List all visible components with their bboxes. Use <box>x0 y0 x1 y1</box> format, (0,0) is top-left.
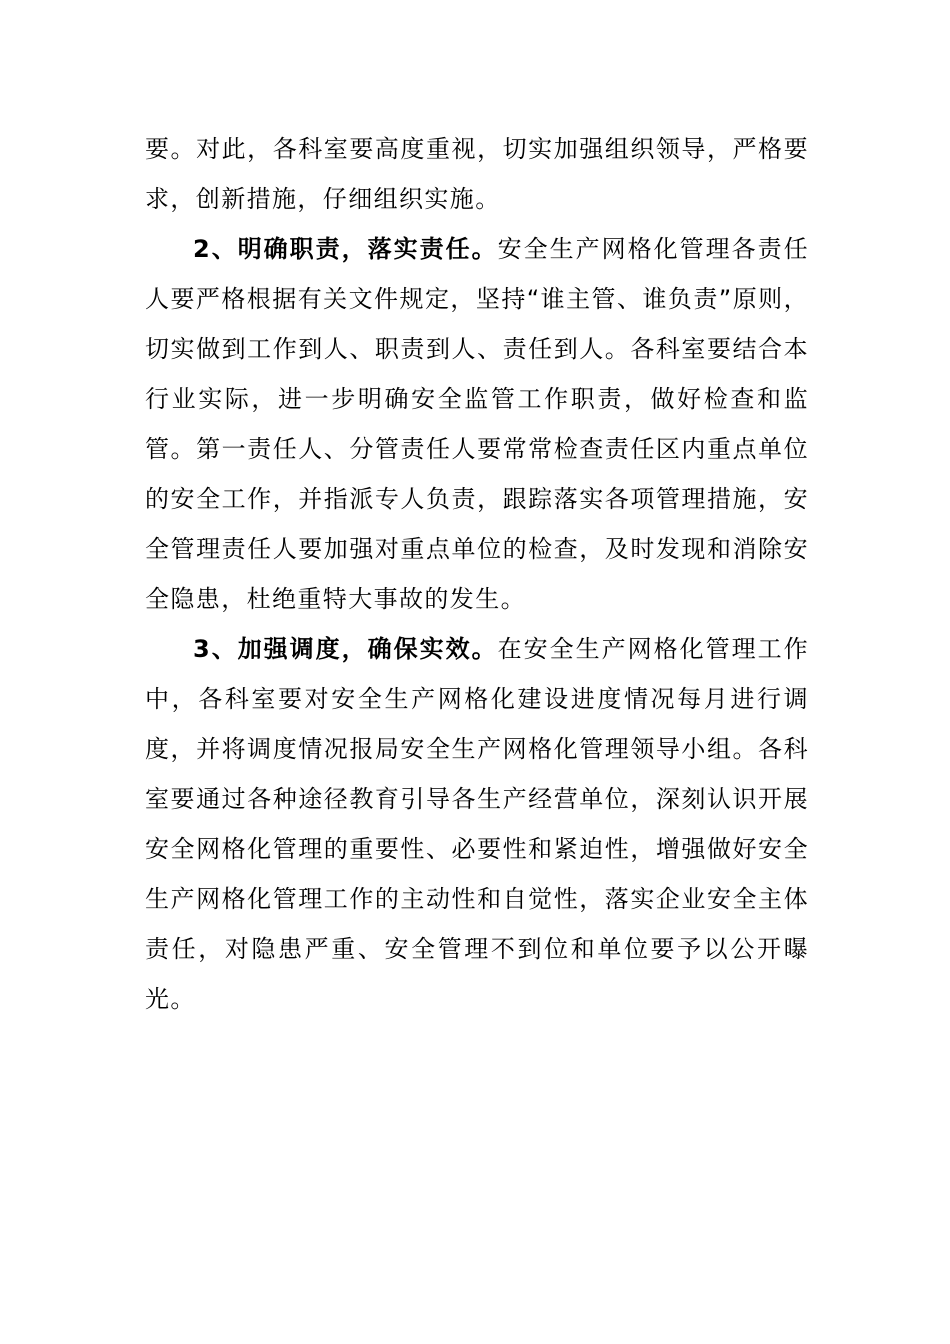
paragraph-text: 要。对此，各科室要高度重视，切实加强组织领导，严格要求，创新措施，仔细组织实施。 <box>145 135 809 213</box>
paragraph-text: 安全生产网格化管理各责任人要严格根据有关文件规定，坚持“谁主管、谁负责”原则，切实做到工作到人、职责到人、责任到人。各科室要结合本行业实际，进一步明确安全监管工作职责，做好检查和监管。第一责任人、分管责任人要常常检查责任区内重点单位的安全工作，并指派专人负责，跟踪落实各项管理措施，安全管理责任人要加强对重点单位的检查，及时发现和消除安全隐患，杜绝重特大事故的发生。 <box>145 235 809 613</box>
paragraph-heading: 2、明确职责，落实责任。 <box>193 235 498 263</box>
paragraph-text: 在安全生产网格化管理工作中，各科室要对安全生产网格化建设进度情况每月进行调度，并将调度情况报局安全生产网格化管理领导小组。各科室要通过各种途径教育引导各生产经营单位，深刻认识开展安全网格化管理的重要性、必要性和紧迫性，增强做好安全生产网格化管理工作的主动性和自觉性，落实企业安全主体责任，对隐患严重、安全管理不到位和单位要予以公开曝光。 <box>145 635 809 1013</box>
paragraph-strengthen-dispatch <box>145 624 809 1024</box>
document-body <box>145 124 809 1024</box>
paragraph-heading: 3、加强调度，确保实效。 <box>193 635 498 663</box>
paragraph-continuation <box>145 124 809 224</box>
paragraph-clarify-duties <box>145 224 809 624</box>
